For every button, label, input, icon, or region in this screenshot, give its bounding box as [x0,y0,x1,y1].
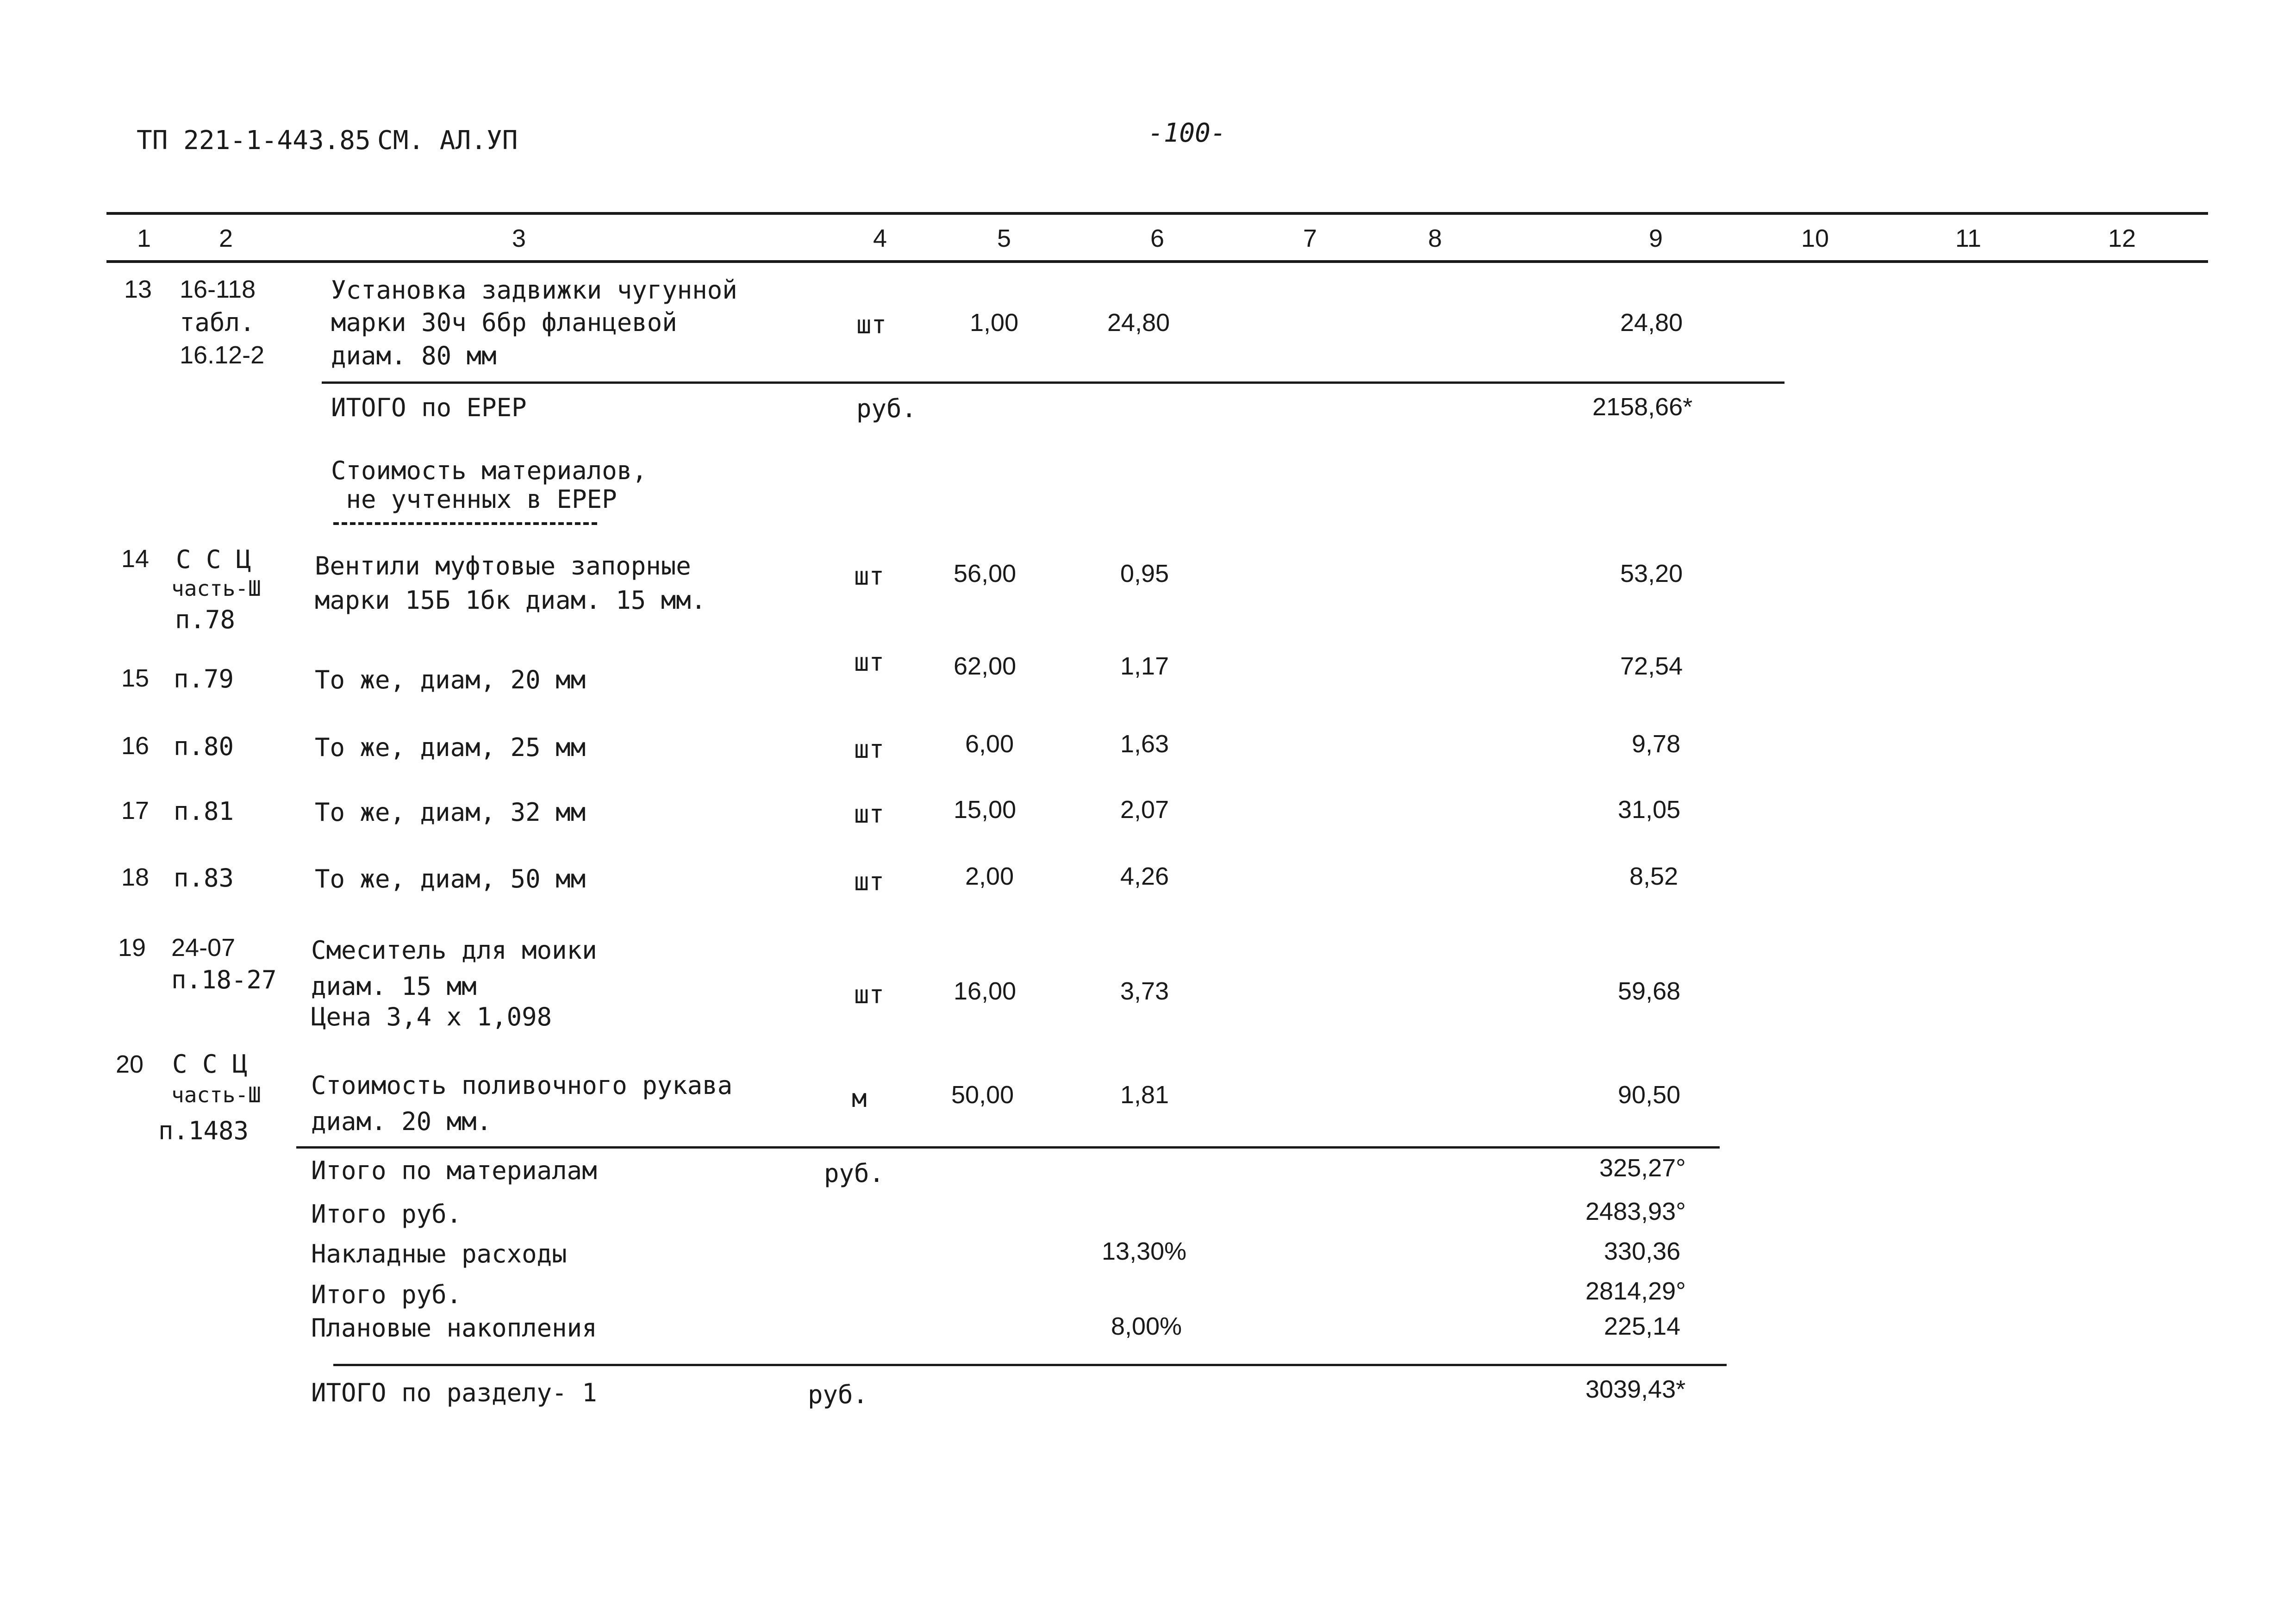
row-13-desc-2: марки 30ч 6бр фланцевой [331,308,677,337]
col-header-12: 12 [2108,225,2136,252]
row-18-number: 18 [121,863,150,891]
row-15-unit: шт [854,648,885,677]
row-20-desc-1: Стоимость поливочного рукава [311,1071,733,1100]
row-13-desc-1: Установка задвижки чугунной [331,275,737,305]
row-19-desc-1: Смеситель для моики [311,936,597,965]
doc-ref: СМ. АЛ.УП [377,125,518,156]
row-19-number: 19 [118,934,146,962]
row-17-code: п.81 [174,797,234,826]
summary-itogo1-total: 2483,93° [1585,1198,1686,1225]
row-17-price: 2,07 [1120,796,1169,824]
row-13-desc-3: диам. 80 мм [331,341,497,370]
table-header-rule [106,260,2208,263]
row-15-total: 72,54 [1620,652,1683,680]
summary-overhead-label: Накладные расходы [311,1239,567,1268]
materials-heading-1: Стоимость материалов, [331,456,647,485]
row-20-code-1: С С Ц [172,1049,248,1079]
doc-code: ТП 221-1-443.85 [137,125,371,156]
col-header-6: 6 [1150,225,1165,252]
section-total-unit: руб. [808,1380,868,1409]
row-15-price: 1,17 [1120,652,1169,680]
row-14-number: 14 [121,545,150,573]
row-18-unit: шт [854,867,885,896]
row-16-qty: 6,00 [965,730,1014,758]
col-header-1: 1 [137,225,151,252]
summary-materials-label: Итого по материалам [311,1156,597,1185]
summary-materials-total: 325,27° [1599,1154,1686,1182]
materials-heading-dashes [333,522,597,525]
row-14-price: 0,95 [1120,560,1169,587]
row-14-code-1: С С Ц [176,545,251,574]
row-20-price: 1,81 [1120,1081,1169,1109]
row-15-number: 15 [121,664,150,692]
row-20-number: 20 [116,1050,144,1078]
summary-planned-pct: 8,00% [1111,1312,1182,1340]
row-17-unit: шт [854,800,885,829]
col-header-9: 9 [1649,225,1663,252]
summary-planned-label: Плановые накопления [311,1313,597,1343]
subtotal-erer-total: 2158,66* [1592,393,1693,421]
row-16-number: 16 [121,732,150,760]
section-total-rule [333,1364,1727,1366]
row-13-total: 24,80 [1620,309,1683,337]
row-17-qty: 15,00 [954,796,1017,824]
row-19-code-1: 24-07 [171,934,236,962]
row-18-qty: 2,00 [965,862,1014,890]
section-total-label: ИТОГО по разделу- 1 [311,1378,597,1407]
row-18-desc: То же, диам, 50 мм [315,864,586,893]
row-19-desc-3: Цена 3,4 х 1,098 [311,1002,552,1031]
row-13-code-3: 16.12-2 [180,341,265,369]
row-13-qty: 1,00 [970,309,1019,337]
summary-itogo2-total: 2814,29° [1585,1277,1686,1305]
row-14-code-2: часть-Ш [171,576,261,601]
row-13-underline [322,381,1784,384]
row-18-code: п.83 [174,863,234,893]
row-14-desc-1: Вентили муфтовые запорные [315,551,691,581]
row-19-code-2: п.18-27 [171,965,277,994]
summary-itogo2-label: Итого руб. [311,1280,462,1309]
col-header-11: 11 [1955,225,1982,252]
row-20-desc-2: диам. 20 мм. [311,1107,492,1136]
row-19-price: 3,73 [1120,977,1169,1005]
row-16-desc: То же, диам, 25 мм [315,733,586,762]
summary-planned-total: 225,14 [1604,1312,1681,1340]
row-13-number: 13 [124,275,152,303]
row-19-total: 59,68 [1618,977,1681,1005]
row-13-code-2: табл. [180,308,255,337]
col-header-4: 4 [873,225,887,252]
summary-overhead-total: 330,36 [1604,1237,1681,1265]
row-20-code-2: часть-Ш [171,1082,261,1107]
row-17-total: 31,05 [1618,796,1681,824]
col-header-3: 3 [512,225,526,252]
table-top-rule [106,212,2208,215]
materials-underline [296,1146,1720,1149]
row-16-total: 9,78 [1632,730,1681,758]
subtotal-erer-unit: руб. [856,394,917,423]
row-19-qty: 16,00 [954,977,1017,1005]
col-header-7: 7 [1303,225,1317,252]
col-header-2: 2 [219,225,233,252]
row-15-desc: То же, диам, 20 мм [315,665,586,694]
subtotal-erer-label: ИТОГО по ЕРЕР [331,393,527,422]
materials-heading-2: не учтенных в ЕРЕР [331,485,617,514]
summary-itogo1-label: Итого руб. [311,1199,462,1229]
row-18-price: 4,26 [1120,862,1169,890]
row-13-price: 24,80 [1107,309,1170,337]
row-16-price: 1,63 [1120,730,1169,758]
row-14-total: 53,20 [1620,560,1683,587]
row-15-code: п.79 [174,664,234,693]
row-20-code-3: п.1483 [158,1116,249,1145]
row-15-qty: 62,00 [954,652,1017,680]
row-20-unit: м [852,1084,867,1113]
page-number: -100- [1148,118,1226,148]
row-20-total: 90,50 [1618,1081,1681,1109]
row-13-code-1: 16-118 [180,275,256,303]
row-17-number: 17 [121,797,150,824]
row-20-qty: 50,00 [951,1081,1014,1109]
row-14-code-3: п.78 [175,605,236,634]
row-17-desc: То же, диам, 32 мм [315,798,586,827]
summary-materials-unit: руб. [824,1159,885,1188]
row-19-unit: шт [854,980,885,1009]
row-19-desc-2: диам. 15 мм [311,972,477,1001]
row-14-unit: шт [854,562,885,591]
row-14-desc-2: марки 15Б 1бк диам. 15 мм. [315,586,706,615]
col-header-10: 10 [1801,225,1829,252]
section-total-value: 3039,43* [1585,1375,1686,1403]
col-header-5: 5 [997,225,1011,252]
summary-overhead-pct: 13,30% [1102,1237,1187,1265]
row-14-qty: 56,00 [954,560,1017,587]
col-header-8: 8 [1428,225,1442,252]
row-16-unit: шт [854,735,885,764]
row-16-code: п.80 [174,732,234,761]
row-18-total: 8,52 [1629,862,1678,890]
row-13-unit: шт [856,310,887,339]
